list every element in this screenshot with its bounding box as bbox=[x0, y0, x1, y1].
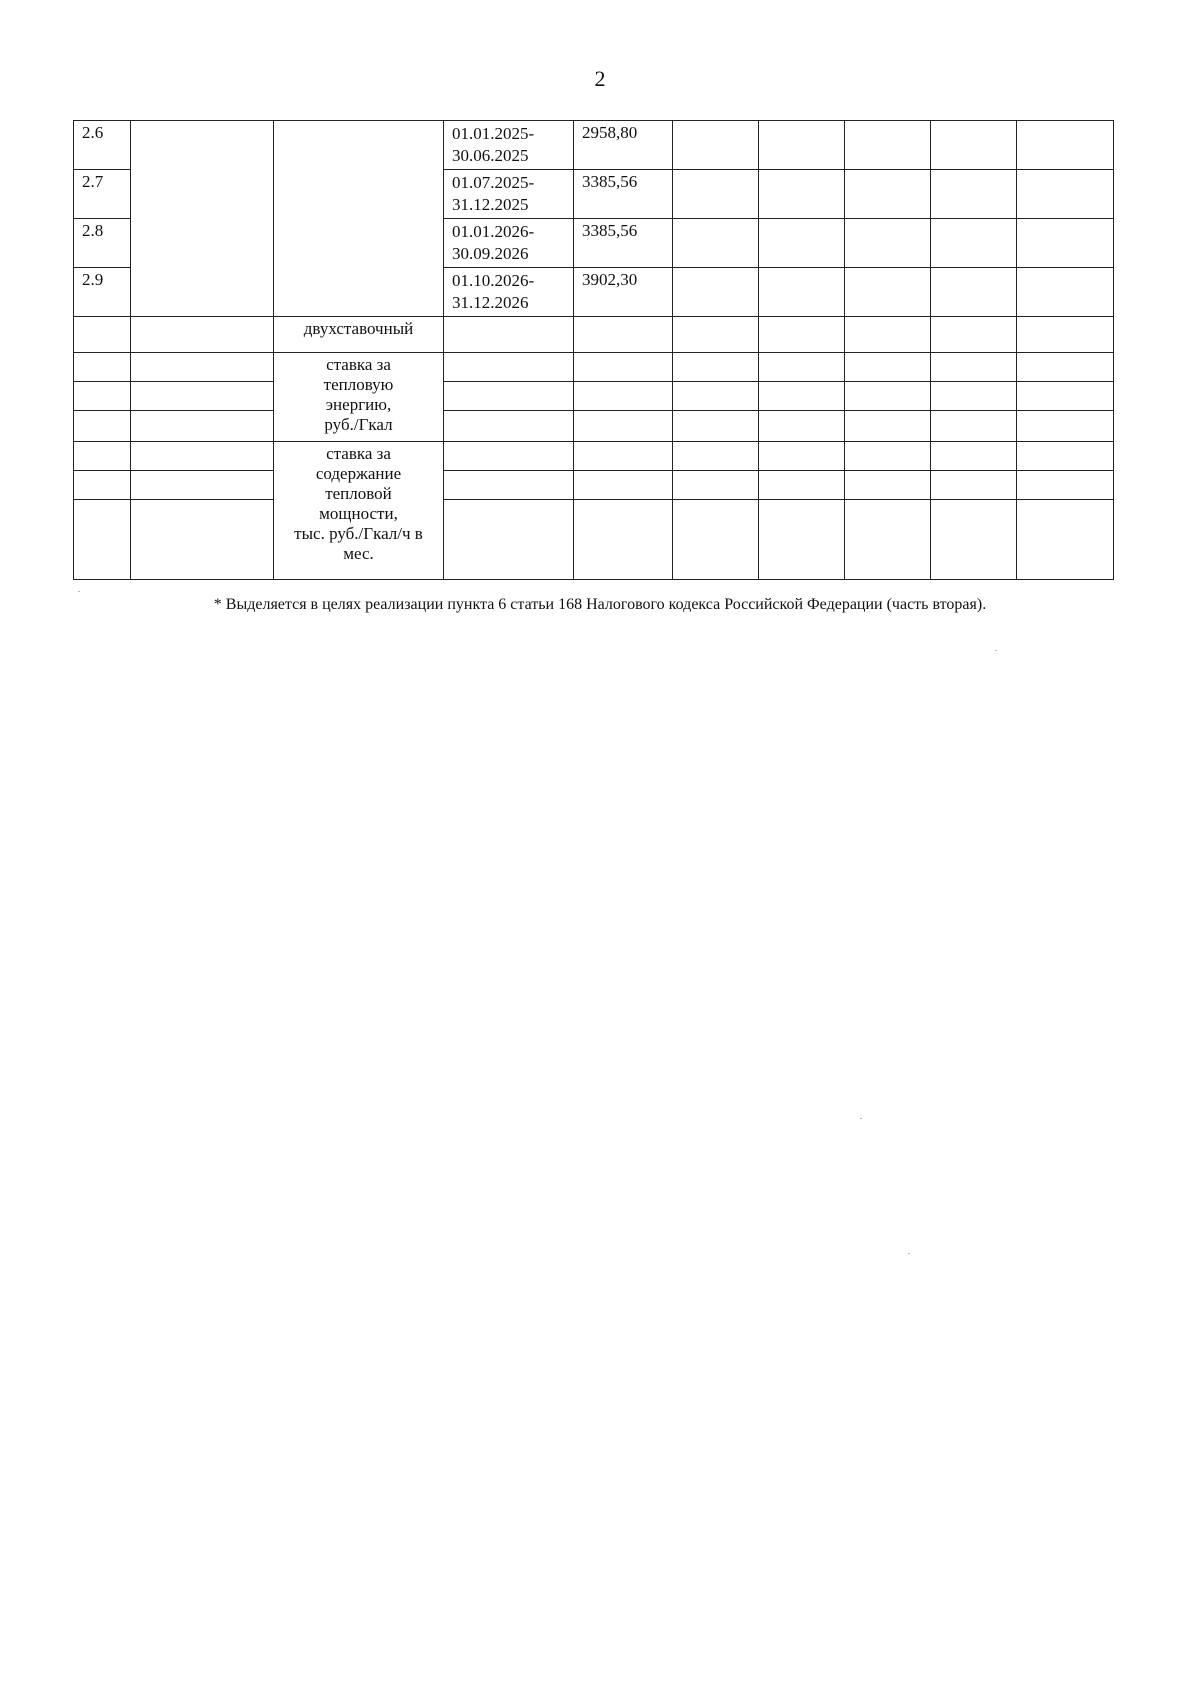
empty-cell bbox=[274, 121, 444, 317]
table-row bbox=[74, 442, 1114, 471]
empty-cell bbox=[1017, 121, 1114, 170]
empty-cell bbox=[1017, 268, 1114, 317]
empty-cell bbox=[1017, 170, 1114, 219]
table-row bbox=[74, 353, 1114, 382]
empty-cell bbox=[673, 268, 759, 317]
empty-cell bbox=[444, 382, 574, 411]
label-line: ставка за bbox=[326, 444, 391, 463]
empty-cell bbox=[759, 500, 845, 580]
tariff-value: 3385,56 bbox=[574, 170, 673, 219]
empty-cell bbox=[1017, 411, 1114, 442]
empty-cell bbox=[673, 170, 759, 219]
tariff-table bbox=[73, 120, 1114, 580]
empty-cell bbox=[931, 219, 1017, 268]
empty-cell bbox=[845, 121, 931, 170]
table-row bbox=[74, 317, 1114, 353]
label-line: содержание bbox=[315, 464, 402, 483]
empty-cell bbox=[759, 411, 845, 442]
empty-cell bbox=[1017, 471, 1114, 500]
label-line: тепловую bbox=[323, 375, 394, 394]
table-row bbox=[74, 500, 1114, 580]
row-number: 2.8 bbox=[74, 219, 131, 268]
period-start: 01.01.2025- bbox=[452, 124, 535, 143]
empty-cell bbox=[444, 317, 574, 353]
empty-cell bbox=[845, 268, 931, 317]
scan-speck bbox=[995, 650, 997, 651]
empty-cell bbox=[74, 382, 131, 411]
empty-cell bbox=[673, 121, 759, 170]
empty-cell bbox=[574, 353, 673, 382]
empty-cell bbox=[574, 442, 673, 471]
energy-rate-label bbox=[274, 353, 444, 442]
label-line: руб./Гкал bbox=[324, 415, 393, 434]
empty-cell bbox=[931, 442, 1017, 471]
empty-cell bbox=[74, 442, 131, 471]
empty-cell bbox=[131, 411, 274, 442]
empty-cell bbox=[74, 317, 131, 353]
empty-cell bbox=[931, 268, 1017, 317]
empty-cell bbox=[74, 353, 131, 382]
empty-cell bbox=[673, 411, 759, 442]
empty-cell bbox=[759, 317, 845, 353]
two-part-tariff-label: двухставочный bbox=[274, 317, 444, 353]
empty-cell bbox=[845, 353, 931, 382]
label-line: тыс. руб./Гкал/ч в bbox=[294, 524, 423, 543]
empty-cell bbox=[845, 411, 931, 442]
empty-cell bbox=[759, 471, 845, 500]
empty-cell bbox=[131, 500, 274, 580]
empty-cell bbox=[759, 382, 845, 411]
empty-cell bbox=[931, 170, 1017, 219]
empty-cell bbox=[444, 500, 574, 580]
empty-cell bbox=[759, 442, 845, 471]
table-row bbox=[74, 471, 1114, 500]
row-number: 2.7 bbox=[74, 170, 131, 219]
period-end: 30.09.2026 bbox=[452, 244, 529, 263]
empty-cell bbox=[759, 268, 845, 317]
period-start: 01.01.2026- bbox=[452, 222, 535, 241]
tariff-value: 3902,30 bbox=[574, 268, 673, 317]
empty-cell bbox=[759, 353, 845, 382]
row-number: 2.6 bbox=[74, 121, 131, 170]
empty-cell bbox=[845, 442, 931, 471]
period-end: 31.12.2026 bbox=[452, 293, 529, 312]
capacity-rate-label bbox=[274, 442, 444, 580]
page-number: 2 bbox=[594, 66, 606, 91]
empty-cell bbox=[444, 442, 574, 471]
scan-speck bbox=[78, 591, 80, 592]
empty-cell bbox=[574, 382, 673, 411]
table-row bbox=[74, 411, 1114, 442]
empty-cell bbox=[131, 471, 274, 500]
empty-cell bbox=[1017, 500, 1114, 580]
empty-cell bbox=[1017, 317, 1114, 353]
scan-speck bbox=[860, 1118, 862, 1119]
empty-cell bbox=[131, 317, 274, 353]
label-line: мощности, bbox=[319, 504, 398, 523]
label-line: ставка за bbox=[326, 355, 391, 374]
empty-cell bbox=[131, 121, 274, 317]
tariff-value: 2958,80 bbox=[574, 121, 673, 170]
period-end: 31.12.2025 bbox=[452, 195, 529, 214]
empty-cell bbox=[845, 170, 931, 219]
period-end: 30.06.2025 bbox=[452, 146, 529, 165]
empty-cell bbox=[131, 382, 274, 411]
table-row bbox=[74, 382, 1114, 411]
row-number: 2.9 bbox=[74, 268, 131, 317]
empty-cell bbox=[931, 500, 1017, 580]
empty-cell bbox=[931, 411, 1017, 442]
empty-cell bbox=[1017, 442, 1114, 471]
empty-cell bbox=[574, 411, 673, 442]
empty-cell bbox=[673, 219, 759, 268]
empty-cell bbox=[673, 382, 759, 411]
period-start: 01.07.2025- bbox=[452, 173, 535, 192]
empty-cell bbox=[759, 219, 845, 268]
empty-cell bbox=[574, 500, 673, 580]
empty-cell bbox=[931, 382, 1017, 411]
empty-cell bbox=[74, 411, 131, 442]
empty-cell bbox=[931, 471, 1017, 500]
empty-cell bbox=[74, 500, 131, 580]
empty-cell bbox=[574, 471, 673, 500]
footnote: * Выделяется в целях реализации пункта 6 статьи 168 Налогового кодекса Российской Федерации (часть вторая). bbox=[213, 596, 987, 613]
empty-cell bbox=[673, 500, 759, 580]
empty-cell bbox=[1017, 353, 1114, 382]
scan-speck bbox=[908, 1253, 910, 1254]
empty-cell bbox=[845, 500, 931, 580]
label-line: мес. bbox=[343, 544, 374, 563]
period-cell bbox=[444, 121, 574, 170]
empty-cell bbox=[845, 382, 931, 411]
empty-cell bbox=[759, 121, 845, 170]
empty-cell bbox=[574, 317, 673, 353]
label-line: тепловой bbox=[325, 484, 392, 503]
table-row bbox=[74, 121, 1114, 170]
empty-cell bbox=[444, 471, 574, 500]
empty-cell bbox=[845, 317, 931, 353]
tariff-value: 3385,56 bbox=[574, 219, 673, 268]
empty-cell bbox=[74, 471, 131, 500]
empty-cell bbox=[673, 471, 759, 500]
period-cell bbox=[444, 219, 574, 268]
empty-cell bbox=[673, 317, 759, 353]
empty-cell bbox=[931, 121, 1017, 170]
empty-cell bbox=[845, 471, 931, 500]
empty-cell bbox=[444, 353, 574, 382]
empty-cell bbox=[1017, 219, 1114, 268]
empty-cell bbox=[444, 411, 574, 442]
empty-cell bbox=[759, 170, 845, 219]
empty-cell bbox=[673, 353, 759, 382]
empty-cell bbox=[131, 353, 274, 382]
period-cell bbox=[444, 170, 574, 219]
empty-cell bbox=[673, 442, 759, 471]
empty-cell bbox=[931, 353, 1017, 382]
period-cell bbox=[444, 268, 574, 317]
empty-cell bbox=[131, 442, 274, 471]
empty-cell bbox=[845, 219, 931, 268]
empty-cell bbox=[1017, 382, 1114, 411]
empty-cell bbox=[931, 317, 1017, 353]
period-start: 01.10.2026- bbox=[452, 271, 535, 290]
label-line: энергию, bbox=[325, 395, 392, 414]
